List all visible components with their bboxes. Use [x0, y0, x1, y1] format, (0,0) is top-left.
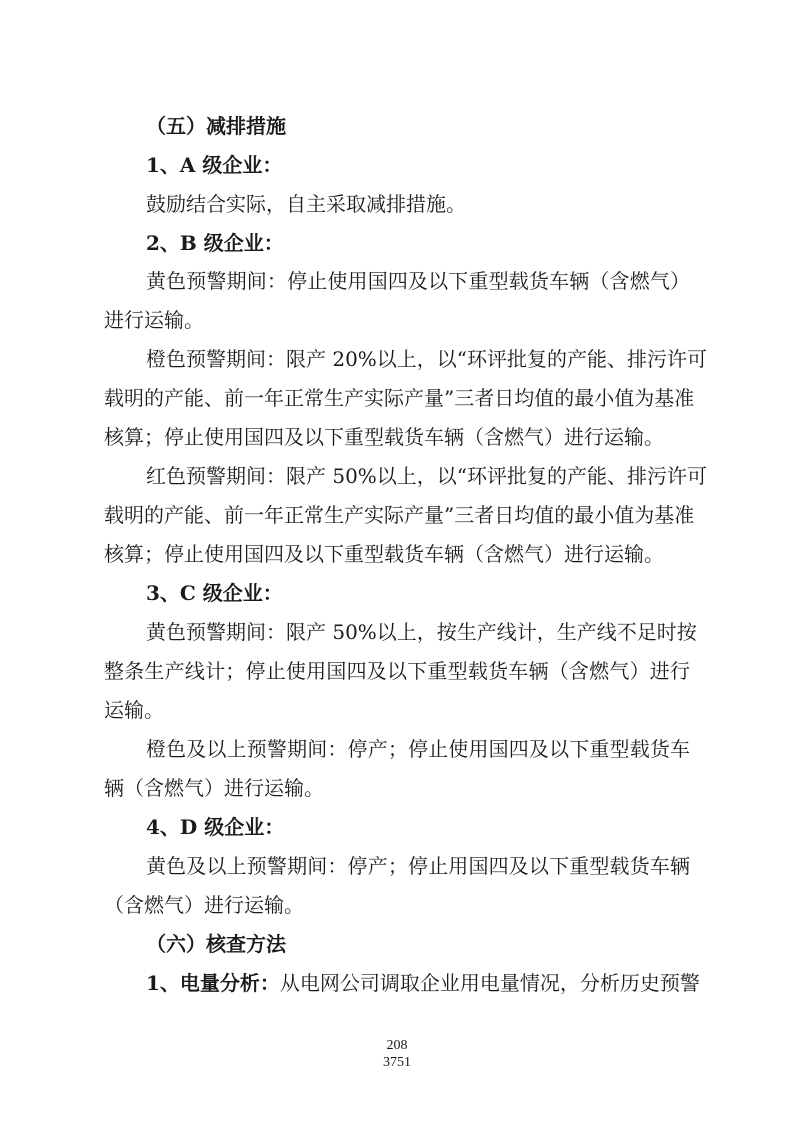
- verification-item-1-text: 从电网公司调取企业用电量情况，分析历史预警: [279, 971, 700, 995]
- grade-d-yellow-line-1: 黄色及以上预警期间：停产；停止用国四及以下重型载货车辆: [146, 854, 690, 878]
- page-number: 208: [386, 1038, 408, 1053]
- verification-item-1: [146, 970, 700, 996]
- grade-b-orange-line-3: 核算；停止使用国四及以下重型载货车辆（含燃气）进行运输。: [104, 425, 664, 449]
- grade-c-yellow-line-2: 整条生产线计；停止使用国四及以下重型载货车辆（含燃气）进行: [104, 659, 690, 683]
- grade-b-orange-line-2: 载明的产能、前一年正常生产实际产量”三者日均值的最小值为基准: [104, 386, 695, 410]
- grade-c-orange-line-2: 辆（含燃气）进行运输。: [104, 776, 324, 800]
- grade-c-yellow-line-1: 黄色预警期间：限产 50%以上，按生产线计，生产线不足时按: [146, 620, 697, 644]
- grade-b-orange-line-1: 橙色预警期间：限产 20%以上，以“环评批复的产能、排污许可: [146, 347, 708, 371]
- grade-b-red-line-1: 红色预警期间：限产 50%以上，以“环评批复的产能、排污许可: [146, 464, 708, 488]
- verification-item-1-label: 1、电量分析：: [146, 971, 280, 995]
- grade-b-red-line-2: 载明的产能、前一年正常生产实际产量”三者日均值的最小值为基准: [104, 503, 695, 527]
- grade-b-yellow-line-1: 黄色预警期间：停止使用国四及以下重型载货车辆（含燃气）: [146, 269, 690, 293]
- section-heading-reduction-measures: （五）减排措施: [146, 114, 286, 138]
- grade-a-text: 鼓励结合实际，自主采取减排措施。: [146, 192, 466, 216]
- grade-b-red-line-3: 核算；停止使用国四及以下重型载货车辆（含燃气）进行运输。: [104, 542, 664, 566]
- total-page-number: 3751: [383, 1055, 411, 1070]
- grade-c-title: 3、C 级企业：: [146, 581, 283, 605]
- grade-a-title: 1、A 级企业：: [146, 153, 283, 177]
- grade-c-yellow-line-3: 运输。: [104, 698, 164, 722]
- grade-d-yellow-line-2: （含燃气）进行运输。: [104, 893, 304, 917]
- grade-c-orange-line-1: 橙色及以上预警期间：停产；停止使用国四及以下重型载货车: [146, 737, 690, 761]
- grade-b-yellow-line-2: 进行运输。: [104, 308, 204, 332]
- grade-d-title: 4、D 级企业：: [146, 815, 285, 839]
- section-heading-verification-methods: （六）核查方法: [146, 932, 286, 956]
- grade-b-title: 2、B 级企业：: [146, 231, 284, 255]
